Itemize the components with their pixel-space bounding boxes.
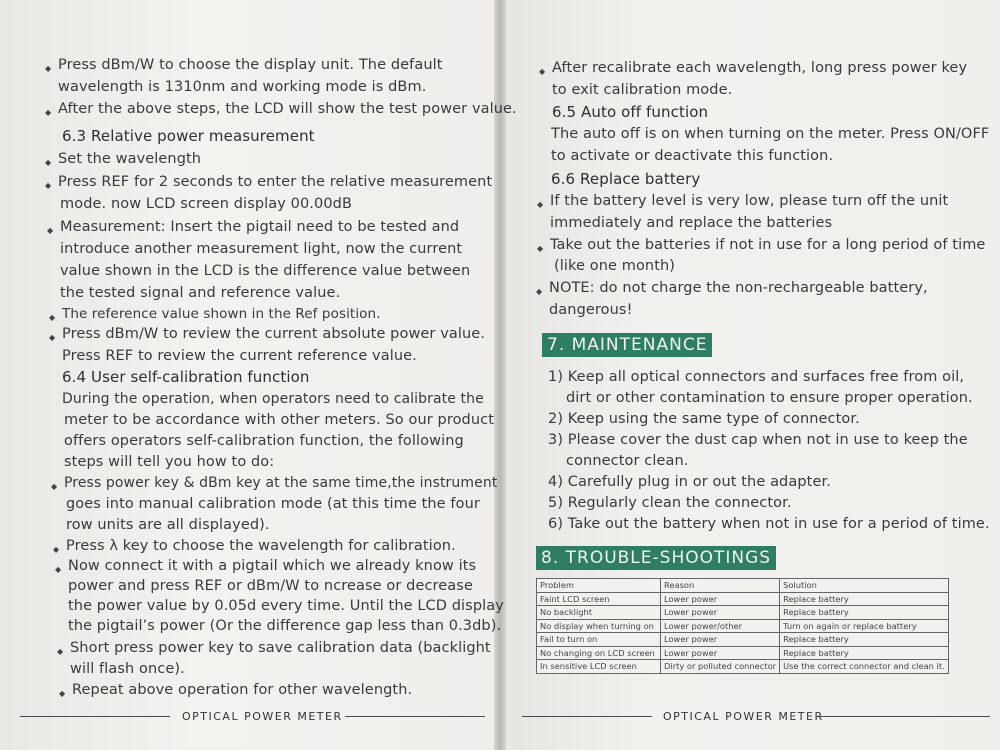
text-line: The auto off is on when turning on the meter. Press ON/OFF: [551, 126, 990, 142]
table-cell: Dirty or polluted connector: [661, 660, 780, 674]
bullet-line: ◆ After recalibrate each wavelength, long press power key: [552, 59, 967, 77]
table-cell: Replace battery: [780, 606, 949, 620]
table-cell: Replace battery: [780, 646, 949, 660]
text-line: row units are all displayed).: [66, 517, 270, 533]
bullet-line: ◆ Set the wavelength: [58, 150, 201, 168]
bullet-line: ◆ Press power key & dBm key at the same time,the instrument: [64, 474, 497, 492]
table-row: [537, 619, 949, 633]
text-line: to exit calibration mode.: [552, 82, 733, 98]
text-line: to activate or deactivate this function.: [551, 148, 834, 164]
table-cell: Fail to turn on: [537, 633, 661, 647]
list-item: connector clean.: [566, 453, 689, 469]
table-row: [537, 660, 949, 674]
table-header: Reason: [661, 579, 780, 593]
text-line: steps will tell you how to do:: [64, 454, 275, 470]
table-cell: Lower power: [661, 633, 780, 647]
table-header: Problem: [537, 579, 661, 593]
list-item: 2) Keep using the same type of connector.: [548, 411, 860, 427]
table-cell: Use the correct connector and clean it.: [780, 660, 949, 674]
trouble-banner: 8. TROUBLE-SHOOTINGS: [536, 546, 776, 570]
bullet-line: ◆ After the above steps, the LCD will show the test power value.: [58, 100, 517, 118]
list-item: 5) Regularly clean the connector.: [548, 495, 792, 511]
list-item: 4) Carefully plug in or out the adapter.: [548, 474, 831, 490]
text-line: the power value by 0.05d every time. Until the LCD display: [68, 598, 504, 614]
table-cell: No backlight: [537, 606, 661, 620]
text-line: will flash once).: [70, 661, 185, 677]
bullet-line: ◆ If the battery level is very low, please turn off the unit: [550, 192, 948, 210]
table-cell: No display when turning on: [537, 619, 661, 633]
table-row: [537, 633, 949, 647]
trouble-table: [536, 578, 949, 674]
section-heading: 6.4 User self-calibration function: [62, 368, 310, 386]
text-line: the tested signal and reference value.: [60, 285, 341, 301]
list-item: 1) Keep all optical connectors and surfaces free from oil,: [548, 369, 965, 385]
bullet-line: ◆ The reference value shown in the Ref position.: [62, 305, 381, 323]
text-line: meter to be accordance with other meters. So our product: [64, 412, 494, 428]
table-cell: Replace battery: [780, 633, 949, 647]
table-cell: In sensitive LCD screen: [537, 660, 661, 674]
text-line: power and press REF or dBm/W to ncrease or decrease: [68, 578, 473, 594]
bullet-line: ◆ Now connect it with a pigtail which we already know its: [68, 557, 476, 575]
table-row: [537, 592, 949, 606]
table-cell: Lower power: [661, 646, 780, 660]
section-heading: 6.5 Auto off function: [552, 103, 709, 121]
section-heading: 6.3 Relative power measurement: [62, 127, 315, 145]
bullet-line: ◆ NOTE: do not charge the non-rechargeable battery,: [549, 279, 928, 297]
table-cell: Lower power: [661, 606, 780, 620]
table-row: [537, 646, 949, 660]
text-line: mode. now LCD screen display 00.00dB: [60, 196, 353, 212]
bullet-line: ◆ Press dBm/W to review the current absolute power value.: [62, 325, 485, 343]
bullet-line: ◆ Press λ key to choose the wavelength for calibration.: [66, 537, 456, 555]
table-header-row: [537, 579, 949, 593]
bullet-line: ◆ Take out the batteries if not in use for a long period of time: [550, 236, 985, 254]
footer-title: OPTICAL POWER METER: [663, 710, 824, 723]
section-heading: 6.6 Replace battery: [551, 170, 701, 188]
table-cell: Turn on again or replace battery: [780, 619, 949, 633]
table-cell: Faint LCD screen: [537, 592, 661, 606]
bullet-line: ◆ Press dBm/W to choose the display unit. The default: [58, 56, 443, 74]
text-line: value shown in the LCD is the difference value between: [60, 263, 471, 279]
bullet-line: ◆ Press REF for 2 seconds to enter the relative measurement: [58, 173, 492, 191]
list-item: 6) Take out the battery when not in use for a period of time.: [548, 516, 990, 532]
table-cell: Lower power/other: [661, 619, 780, 633]
text-line: goes into manual calibration mode (at this time the four: [66, 496, 480, 512]
footer-rule: [345, 716, 485, 717]
bullet-line: ◆ Measurement: Insert the pigtail need to be tested and: [60, 218, 459, 236]
table-row: [537, 606, 949, 620]
text-line: During the operation, when operators need to calibrate the: [62, 391, 484, 407]
table-cell: Replace battery: [780, 592, 949, 606]
table-header: Solution: [780, 579, 949, 593]
footer-title: OPTICAL POWER METER: [182, 710, 343, 723]
list-item: dirt or other contamination to ensure proper operation.: [566, 390, 973, 406]
table-cell: No changing on LCD screen: [537, 646, 661, 660]
text-line: offers operators self-calibration function, the following: [64, 433, 464, 449]
maintenance-banner: 7. MAINTENANCE: [542, 333, 712, 357]
text-line: immediately and replace the batteries: [550, 215, 833, 231]
bullet-line: ◆ Repeat above operation for other wavelength.: [72, 681, 412, 699]
text-line: dangerous!: [549, 302, 633, 318]
text-line: (like one month): [554, 258, 676, 274]
text-line: Press REF to review the current reference value.: [62, 348, 417, 364]
footer-rule: [820, 716, 990, 717]
text-line: wavelength is 1310nm and working mode is dBm.: [58, 79, 427, 95]
footer-rule: [20, 716, 170, 717]
footer-rule: [522, 716, 652, 717]
text-line: introduce another measurement light, now the current: [60, 241, 463, 257]
list-item: 3) Please cover the dust cap when not in use to keep the: [548, 432, 968, 448]
text-line: the pigtail’s power (Or the difference gap less than 0.3db).: [68, 618, 502, 634]
table-cell: Lower power: [661, 592, 780, 606]
bullet-line: ◆ Short press power key to save calibration data (backlight: [70, 639, 491, 657]
